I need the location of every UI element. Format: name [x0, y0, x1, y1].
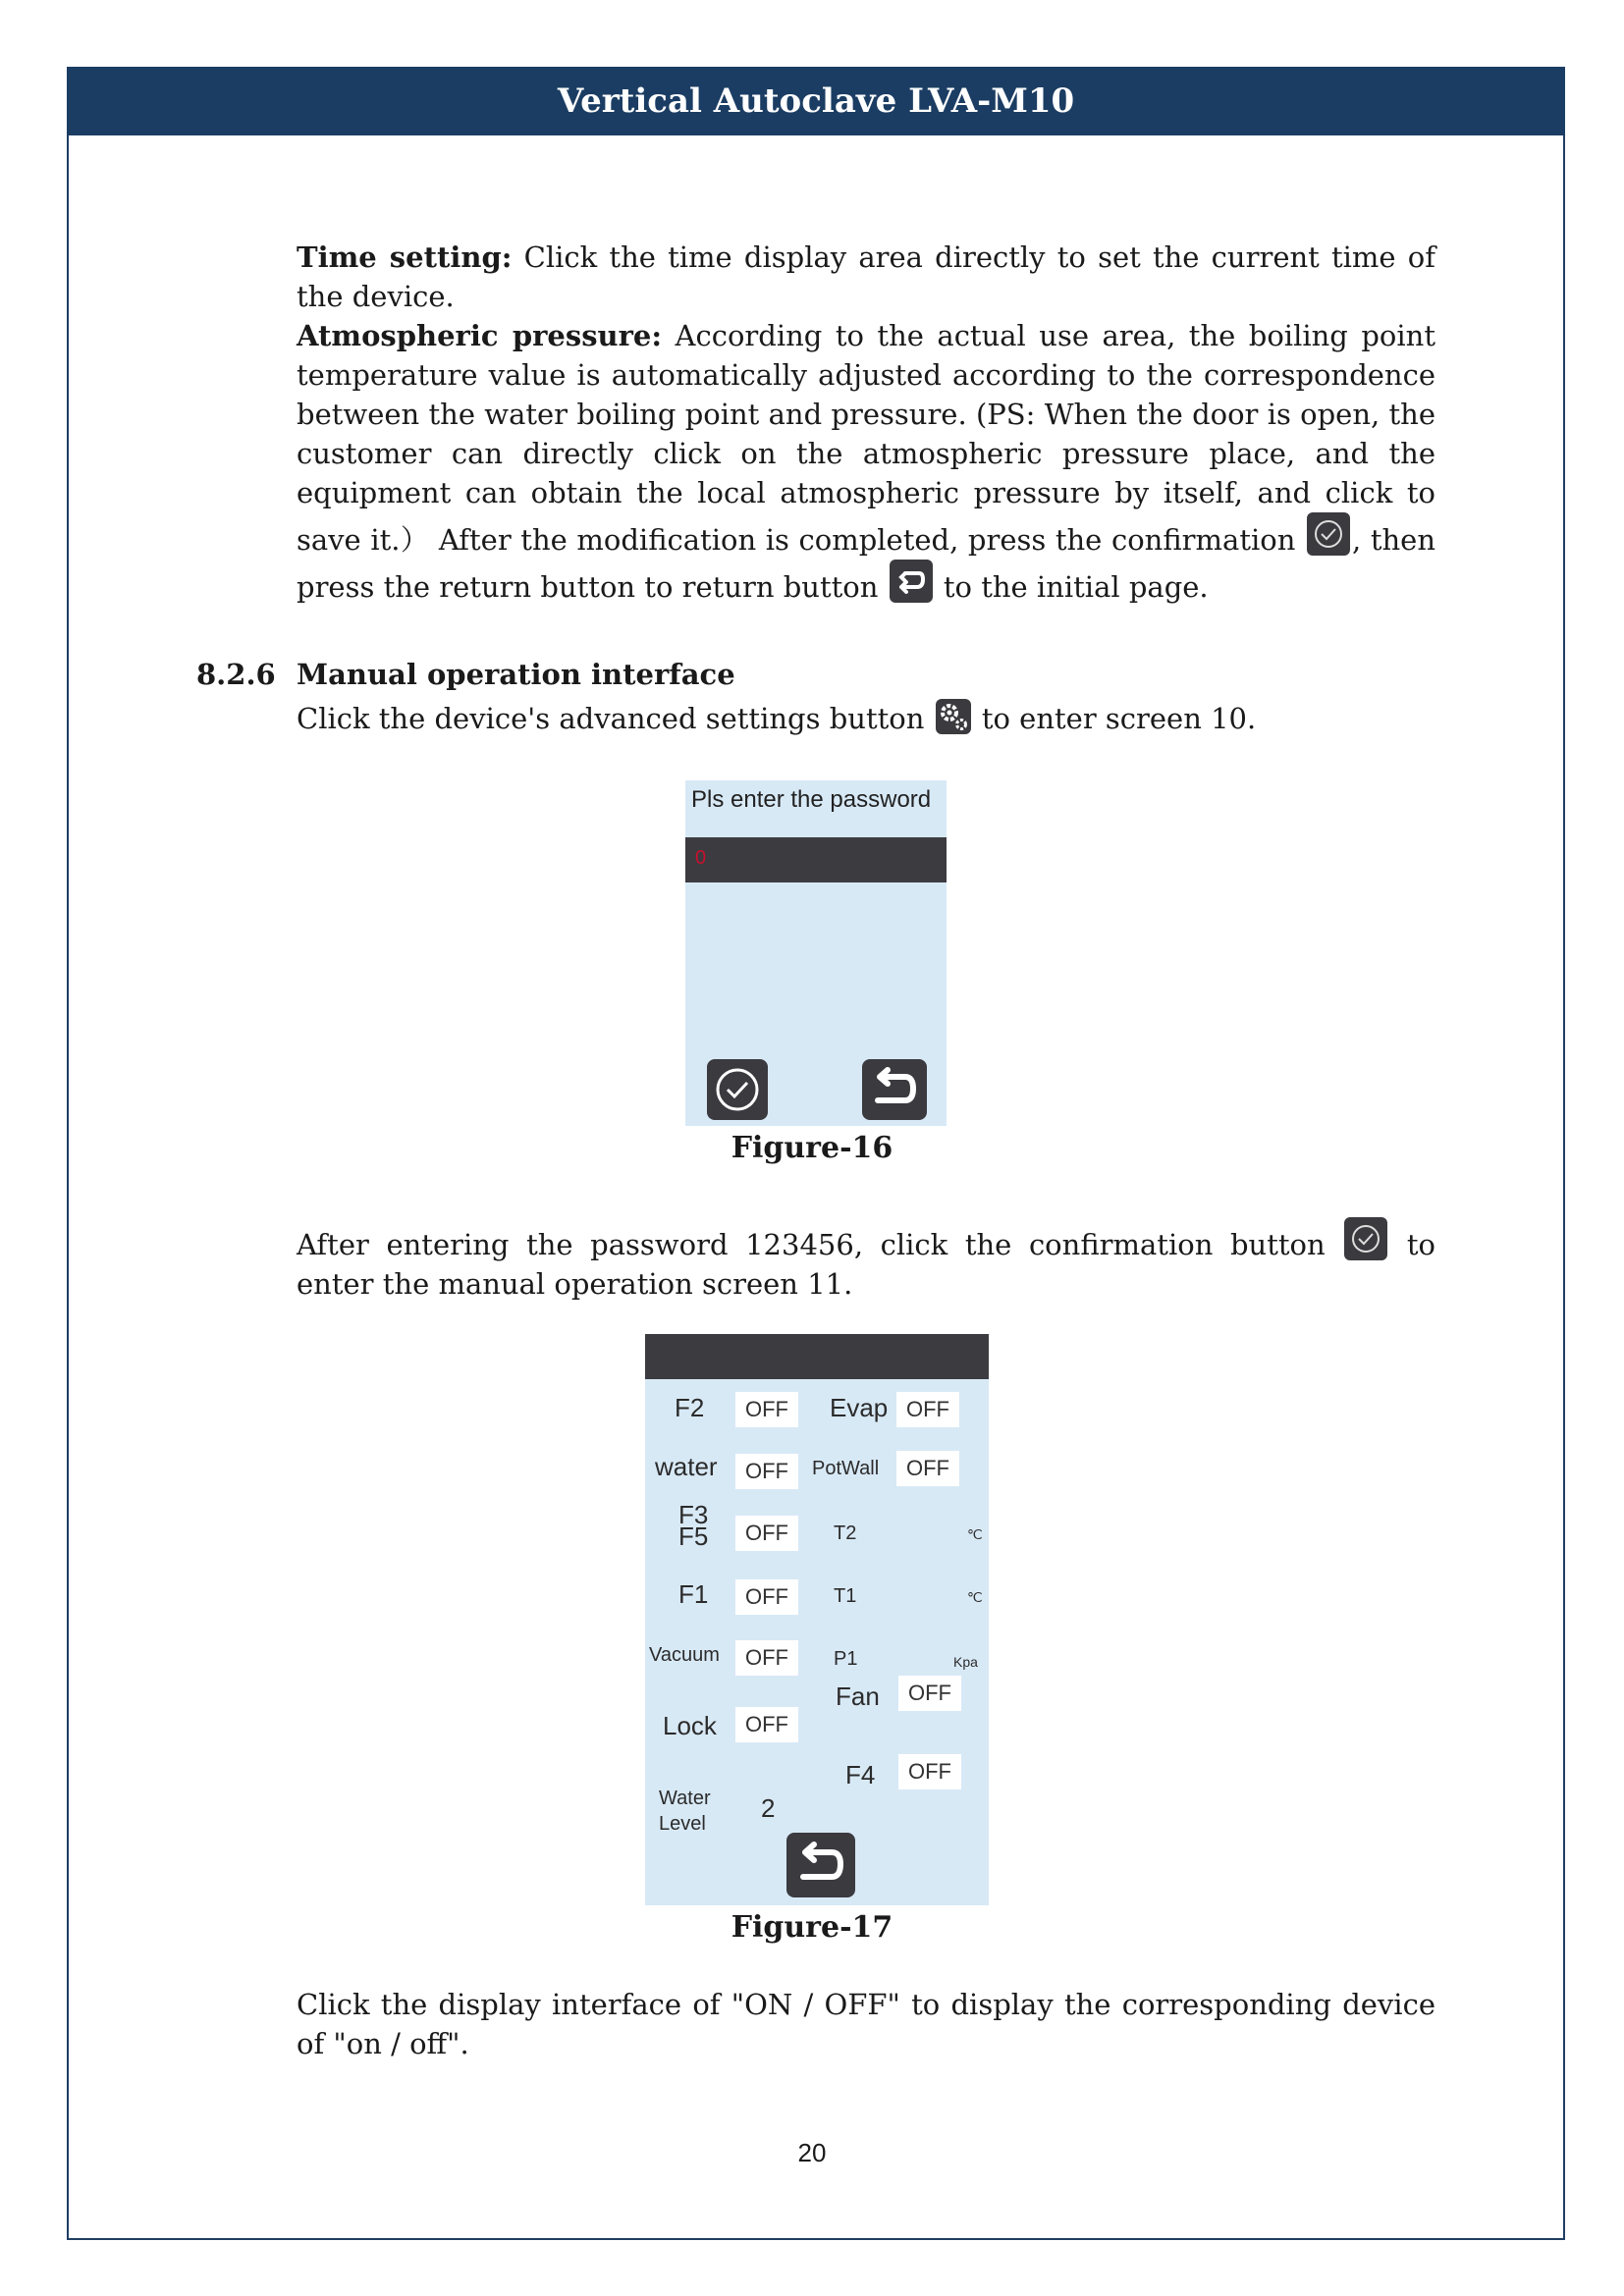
page-number: 20	[797, 2138, 827, 2167]
figure-16-caption: Figure-16	[731, 1131, 893, 1165]
switch-f2[interactable]: OFF	[735, 1392, 798, 1427]
time-setting-label: Time setting:	[297, 240, 513, 274]
label-f4: F4	[845, 1760, 876, 1789]
switch-fan[interactable]: OFF	[898, 1676, 961, 1711]
return-icon	[786, 1833, 855, 1897]
atmospheric-paragraph	[297, 316, 1435, 607]
confirm-button[interactable]	[707, 1059, 768, 1120]
label-p1: P1	[834, 1648, 858, 1670]
switch-potwall[interactable]: OFF	[896, 1451, 959, 1486]
label-vacuum: Vacuum	[649, 1644, 720, 1666]
label-f5: F5	[678, 1522, 709, 1551]
atmospheric-text: According to the actual use area, the boiling point temperature value is automatically adjusted according to the correspondence between the water boiling point and pressure. (PS: When the door is open, the customer can directly click on the atmospheric pressure place, and the equipment can obtain the local atmospheric pressure by itself, and click to save it.） After the modification is completed, press the confirmation	[297, 319, 1435, 557]
return-icon	[890, 560, 933, 603]
label-water-level-line1: Water	[659, 1788, 711, 1809]
unit-t1: ℃	[967, 1589, 983, 1605]
label-f2: F2	[675, 1393, 705, 1422]
water-level-value: 2	[761, 1793, 776, 1823]
label-lock: Lock	[663, 1711, 717, 1740]
label-water-level-line2: Level	[659, 1813, 706, 1835]
confirm-icon	[1307, 512, 1350, 556]
switch-lock[interactable]: OFF	[735, 1707, 798, 1742]
password-instruction-paragraph	[297, 1217, 1435, 1304]
confirm-icon	[1344, 1217, 1387, 1260]
label-water: water	[655, 1452, 718, 1481]
return-icon	[862, 1059, 927, 1120]
label-f1: F1	[678, 1579, 709, 1609]
password-field[interactable]	[685, 837, 947, 882]
password-instruction-text: After entering the password 123456, click the confirmation button	[297, 1228, 1326, 1261]
password-instruction-text-2: to enter the manual operation screen 11.	[297, 1228, 1436, 1301]
switch-f4[interactable]: OFF	[898, 1754, 961, 1789]
switch-evap[interactable]: OFF	[896, 1392, 959, 1427]
advanced-settings-paragraph	[297, 699, 1435, 738]
return-button[interactable]	[862, 1059, 927, 1120]
advanced-settings-text-2: to enter screen 10.	[981, 702, 1257, 735]
label-t2: T2	[834, 1522, 857, 1544]
gear-icon	[936, 699, 971, 734]
password-screen-figure	[685, 780, 947, 1126]
unit-p1: Kpa	[953, 1654, 978, 1670]
section-number: 8.2.6	[196, 658, 276, 691]
label-fan: Fan	[836, 1682, 880, 1711]
manual-operation-figure	[645, 1334, 989, 1905]
label-f3: F3	[678, 1500, 709, 1529]
password-prompt: Pls enter the password	[691, 786, 932, 813]
return-button[interactable]	[786, 1833, 855, 1897]
screen-top-bar	[645, 1334, 989, 1379]
atmospheric-text-2: , then press the return button to return button	[297, 523, 1435, 604]
unit-t2: ℃	[967, 1526, 983, 1542]
figure-17-caption: Figure-17	[731, 1910, 893, 1945]
document-header: Vertical Autoclave LVA-M10	[67, 67, 1565, 135]
on-off-paragraph: Click the display interface of "ON / OFF" to display the corresponding device of "on / off".	[297, 1988, 1435, 2060]
confirm-icon	[707, 1059, 768, 1120]
switch-f1[interactable]: OFF	[735, 1579, 798, 1615]
label-t1: T1	[834, 1585, 857, 1607]
switch-f3-f5[interactable]: OFF	[735, 1516, 798, 1551]
password-value: 0	[695, 847, 707, 869]
time-setting-text: Click the time display area directly to set the current time of the device.	[297, 240, 1435, 313]
label-evap: Evap	[830, 1393, 889, 1422]
switch-water[interactable]: OFF	[735, 1454, 798, 1489]
time-setting-paragraph	[297, 238, 1435, 316]
advanced-settings-text: Click the device's advanced settings button	[297, 702, 925, 735]
atmospheric-text-3: to the initial page.	[943, 570, 1209, 604]
switch-vacuum[interactable]: OFF	[735, 1640, 798, 1676]
atmospheric-label: Atmospheric pressure:	[297, 319, 663, 352]
section-title: Manual operation interface	[297, 658, 735, 691]
label-potwall: PotWall	[812, 1458, 880, 1479]
